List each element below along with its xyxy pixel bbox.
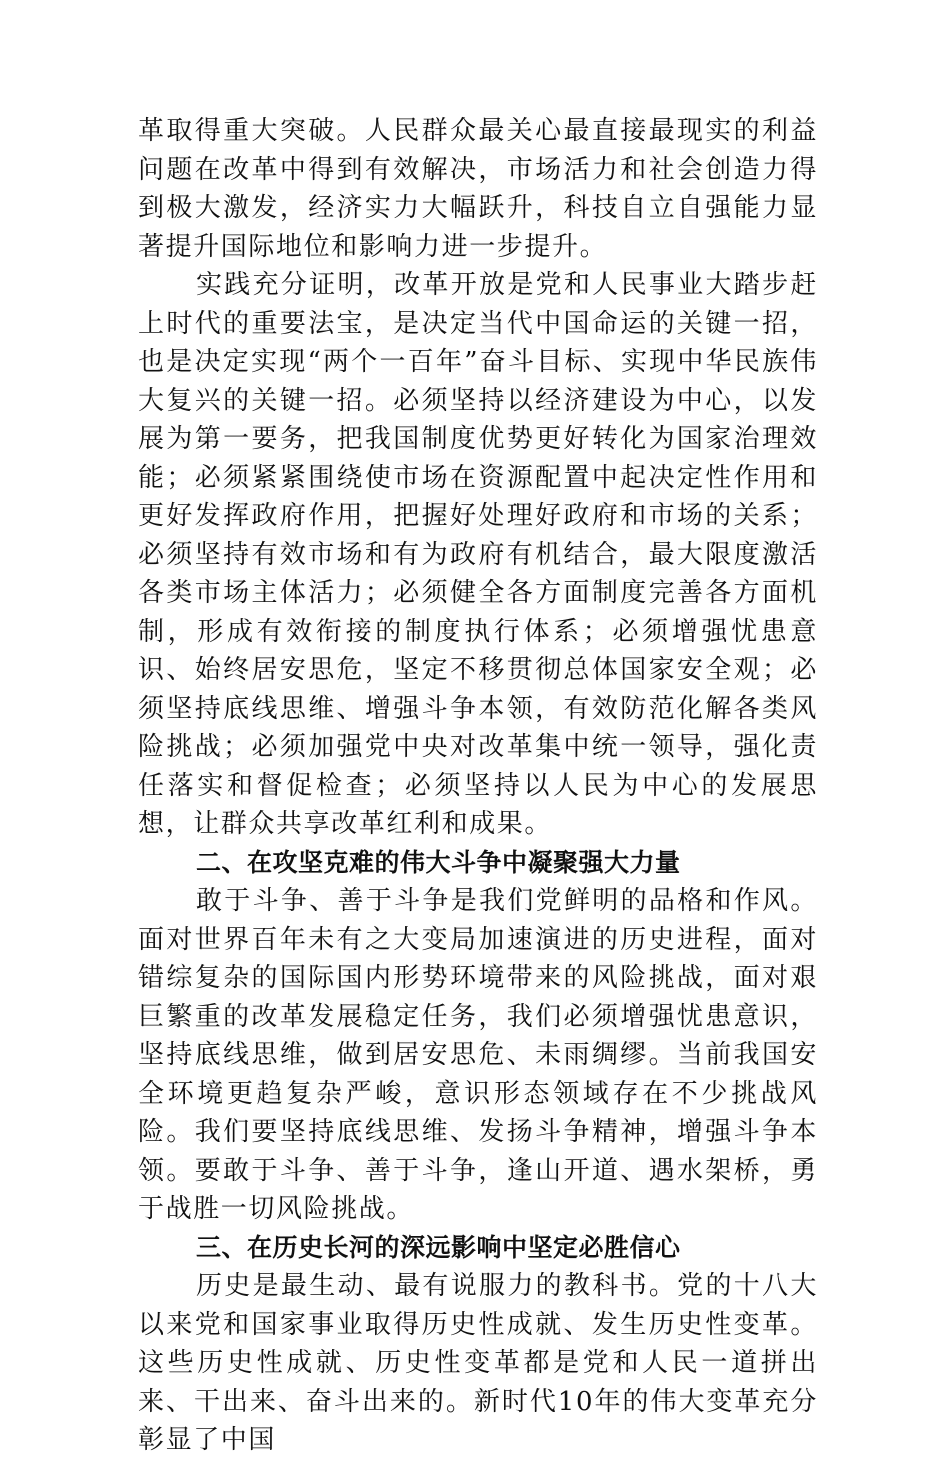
paragraph-history: 历史是最生动、最有说服力的教科书。党的十八大以来党和国家事业取得历史性成就、发生历史性变革。这些历史性成就、历史性变革都是党和人民一道拼出来、干出来、奋斗出来的。新时代10年的伟大变革充分彰显了中国 [138,1271,818,1455]
paragraph-continuation: 革取得重大突破。人民群众最关心最直接最现实的利益问题在改革中得到有效解决，市场活力和社会创造力得到极大激发，经济实力大幅跃升，科技自立自强能力显著提升国际地位和影响力进一步提升。 [138,116,818,262]
section-heading-two: 二、在攻坚克难的伟大斗争中凝聚强大力量 [196,847,681,877]
paragraph-reform-proof: 实践充分证明，改革开放是党和人民事业大踏步赶上时代的重要法宝，是决定当代中国命运的关键一招，也是决定实现“两个一百年”奋斗目标、实现中华民族伟大复兴的关键一招。必须坚持以经济建设为中心，以发展为第一要务，把我国制度优势更好转化为国家治理效能；必须紧紧围绕使市场在资源配置中起决定性作用和更好发挥政府作用，把握好处理好政府和市场的关系；必须坚持有效市场和有为政府有机结合，最大限度激活各类市场主体活力；必须健全各方面制度完善各方面机制，形成有效衔接的制度执行体系；必须增强忧患意识、始终居安思危，坚定不移贯彻总体国家安全观；必须坚持底线思维、增强斗争本领，有效防范化解各类风险挑战；必须加强党中央对改革集中统一领导，强化责任落实和督促检查；必须坚持以人民为中心的发展思想，让群众共享改革红利和成果。 [138,270,818,839]
document-body [138,112,818,1460]
paragraph-struggle: 敢于斗争、善于斗争是我们党鲜明的品格和作风。面对世界百年未有之大变局加速演进的历史进程，面对错综复杂的国际国内形势环境带来的风险挑战，面对艰巨繁重的改革发展稳定任务，我们必须增强忧患意识，坚持底线思维，做到居安思危、未雨绸缪。当前我国安全环境更趋复杂严峻，意识形态领域存在不少挑战风险。我们要坚持底线思维、发扬斗争精神，增强斗争本领。要敢于斗争、善于斗争，逢山开道、遇水架桥，勇于战胜一切风险挑战。 [138,886,818,1224]
section-heading-three: 三、在历史长河的深远影响中坚定必胜信心 [196,1232,681,1262]
